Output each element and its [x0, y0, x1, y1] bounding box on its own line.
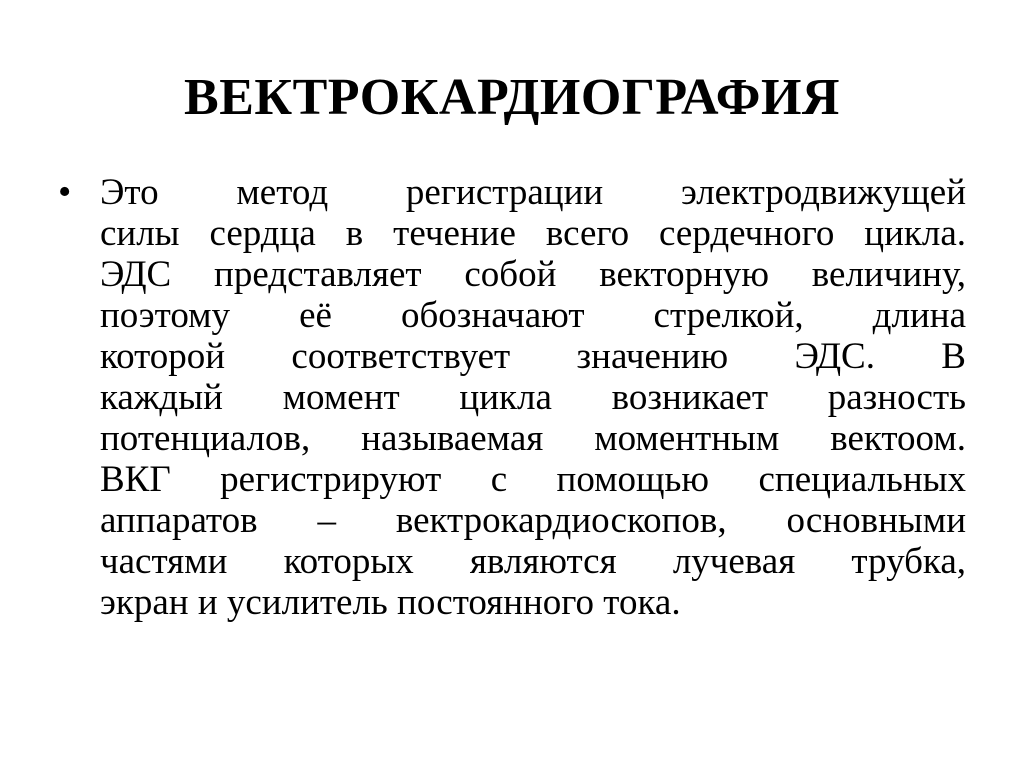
text-line: силы сердца в течение всего сердечного цикла.: [100, 213, 966, 254]
text-line: ЭДС представляет собой векторную величину,: [100, 254, 966, 295]
text-line: частями которых являются лучевая трубка,: [100, 541, 966, 582]
text-line: поэтому её обозначают стрелкой, длина: [100, 295, 966, 336]
text-line: ВКГ регистрируют с помощью специальных: [100, 459, 966, 500]
slide-title: ВЕКТРОКАРДИОГРАФИЯ: [184, 69, 840, 126]
bullet-text: [100, 172, 966, 623]
bullet-icon: •: [58, 171, 72, 213]
text-line: потенциалов, называемая моментным вектоом.: [100, 418, 966, 459]
text-line: каждый момент цикла возникает разность: [100, 377, 966, 418]
text-line: которой соответствует значению ЭДС. В: [100, 336, 966, 377]
text-line: экран и усилитель постоянного тока.: [100, 582, 681, 623]
text-line: Это метод регистрации электродвижущей: [100, 172, 966, 213]
text-line: аппаратов – вектрокардиоскопов, основными: [100, 500, 966, 541]
